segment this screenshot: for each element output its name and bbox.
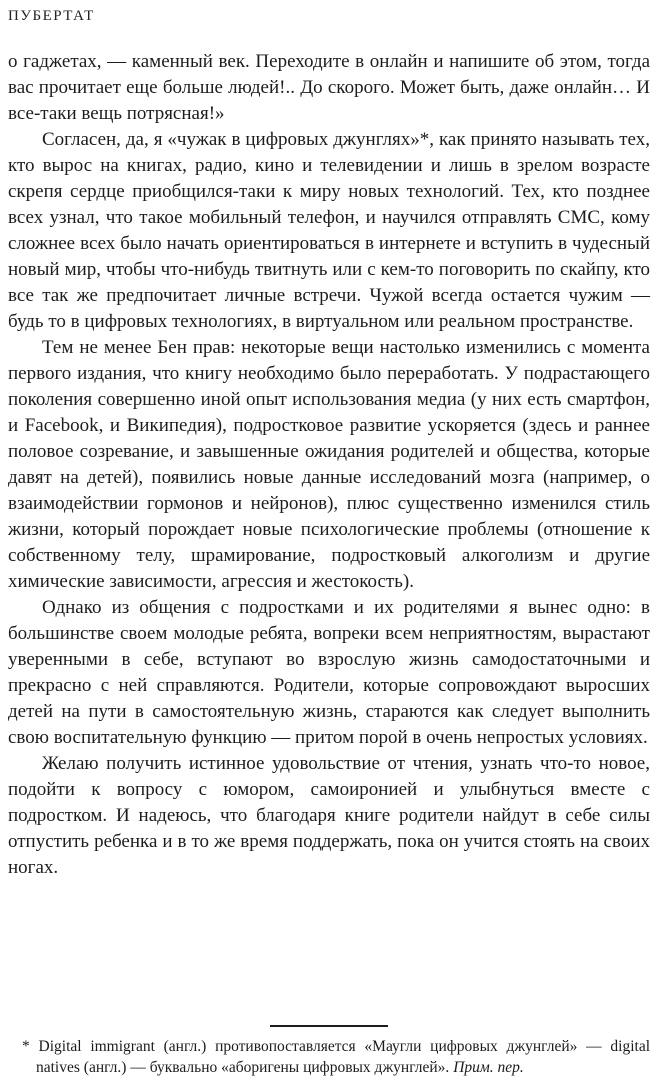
footnote-block [8, 1025, 650, 1078]
body-text [8, 49, 650, 881]
paragraph-1: о гаджетах, — каменный век. Переходите в онлайн и напишите об этом, тогда вас прочитает еще больше людей!.. До скорого. Может быть, даже онлайн… И все-таки вещь потрясная!» [8, 51, 650, 124]
footnote-divider [270, 1025, 388, 1027]
footnote-text: Digital immigrant (англ.) противопоставляется «Маугли цифровых джунглей» — digital natives (англ.) — буквально «аборигены цифровых джунглей». [36, 1038, 651, 1076]
footnote [8, 1036, 650, 1078]
running-header: ПУБЕРТАТ [8, 8, 95, 24]
paragraph-4: Однако из общения с подростками и их родителями я вынес одно: в большинстве своем молодые ребята, вопреки всем неприятностям, вырастают уверенными в себе, вступают во взрослую жизнь самодостаточными и прекрасно с ней справляются. Родители, которые сопровождают выросших детей на пути в самостоятельную жизнь, стараются как следует выполнить свою воспитательную функцию — притом порой в очень непростых условиях. [8, 597, 650, 748]
paragraph-2: Согласен, да, я «чужак в цифровых джунглях»*, как принято называть тех, кто вырос на книгах, радио, кино и телевидении и лишь в зрелом возрасте скрепя сердце приобщился-таки к миру новых технологий. Тех, кто позднее всех узнал, что такое мобильный телефон, и научился отправлять СМС, кому сложнее всех было начать ориентироваться в интернете и вступить в чудесный новый мир, чтобы что-нибудь твитнуть или с кем-то поговорить по скайпу, кто все так же предпочитает личные встречи. Чужой всегда остается чужим — будь то в цифровых технологиях, в виртуальном или реальном пространстве. [8, 129, 650, 332]
paragraph-5: Желаю получить истинное удовольствие от чтения, узнать что-то новое, подойти к вопросу с юмором, самоиронией и улыбнуться вместе с подростком. И надеюсь, что благодаря книге родители найдут в себе силы отпустить ребенка и в то же время поддержать, пока он учится стоять на своих ногах. [8, 753, 650, 878]
paragraph-3: Тем не менее Бен прав: некоторые вещи настолько изменились с момента первого издания, что книгу необходимо было переработать. У подрастающего поколения совершенно иной опыт использования медиа (у них есть смартфон, и Facebook, и Википедия), подростковое развитие ускоряется (здесь и раннее половое созревание, и завышенные ожидания родителей и общества, которые давят на детей), появились новые данные исследований мозга (например, о взаимодействии гормонов и нейронов), плюс существенно изменился стиль жизни, который порождает новые психологические проблемы (отношение к собственному телу, шрамирование, подростковый алкоголизм и другие химические зависимости, агрессия и жестокость). [8, 337, 650, 592]
footnote-attribution: Прим. пер. [453, 1059, 524, 1076]
footnote-marker: * [22, 1038, 30, 1055]
